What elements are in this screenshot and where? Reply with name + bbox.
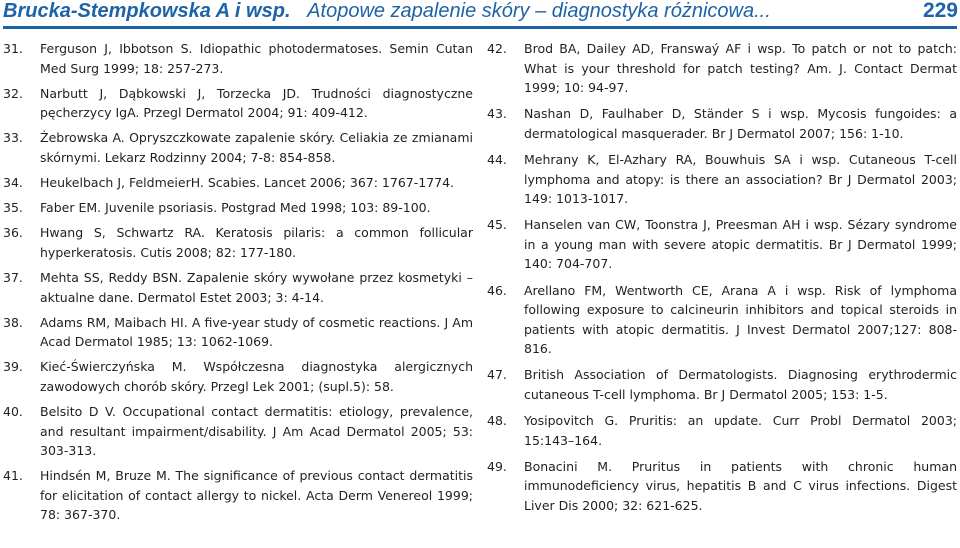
reference-text: Hindsén M, Bruze M. The significance of previous contact dermatitis for elicitation of contact allergy to nickel. Acta Derm Venereol 1999; 78: 367-370. xyxy=(40,468,473,523)
reference-number: 37. xyxy=(3,269,23,285)
reference-number: 36. xyxy=(3,225,23,241)
reference-item xyxy=(3,173,473,193)
running-header xyxy=(3,0,960,28)
reference-number: 44. xyxy=(487,151,507,167)
reference-text: Mehta SS, Reddy BSN. Zapalenie skóry wywołane przez kosmetyki – aktualne dane. Dermatol Estet 2003; 3: 4-14. xyxy=(40,269,473,305)
reference-number: 42. xyxy=(487,41,507,56)
reference-item xyxy=(3,466,473,525)
reference-number: 35. xyxy=(3,200,23,216)
reference-text: Żebrowska A. Opryszczkowate zapalenie skóry. Celiakia ze zmianami skórnymi. Lekarz Rodzinny 2004; 7-8: 854-858. xyxy=(40,130,473,165)
reference-item xyxy=(487,104,957,143)
reference-text: Adams RM, Maibach HI. A five-year study of cosmetic reactions. J Am Acad Dermatol 1985; 13: 1062-1069. xyxy=(40,314,473,350)
reference-text: Belsito D V. Occupational contact dermatitis: etiology, prevalence, and resultant impairment/disability. J Am Acad Dermatol 2005; 53: 303-313. xyxy=(40,404,473,459)
running-title xyxy=(3,0,771,22)
reference-text: Bonacini M. Pruritus in patients with chronic human immunodeficiency virus, hepatitis B and C virus infections. Digest Liver Dis 2000; 32: 621-625. xyxy=(524,458,957,513)
reference-text: Ferguson J, Ibbotson S. Idiopathic photodermatoses. Semin Cutan Med Surg 1999; 18: 257-273. xyxy=(40,41,473,76)
reference-text: Mehrany K, El-Azhary RA, Bouwhuis SA i wsp. Cutaneous T-cell lymphoma and atopy: is there an association? Br J Dermatol 2003; 149: 1013-1017. xyxy=(524,151,957,207)
reference-item xyxy=(3,128,473,167)
reference-item xyxy=(487,215,957,274)
reference-number: 40. xyxy=(3,404,23,419)
reference-number: 33. xyxy=(3,130,23,146)
reference-text: Hanselen van CW, Toonstra J, Preesman AH i wsp. Sézary syndrome in a young man with severe atopic dermatitis. Br J Dermatol 1999; 140: 704-707. xyxy=(524,217,957,272)
reference-item xyxy=(487,39,957,98)
page-number: 229 xyxy=(922,0,958,22)
reference-item xyxy=(487,281,957,359)
reference-text: Hwang S, Schwartz RA. Keratosis pilaris: a common follicular hyperkeratosis. Cutis 2008; 82: 177-180. xyxy=(40,225,473,260)
reference-item xyxy=(3,313,473,352)
reference-text: Faber EM. Juvenile psoriasis. Postgrad Med 1998; 103: 89-100. xyxy=(40,200,431,216)
reference-item xyxy=(3,402,473,461)
references-right-column xyxy=(487,39,957,522)
reference-item xyxy=(3,198,473,218)
reference-number: 38. xyxy=(3,314,23,330)
reference-item xyxy=(487,150,957,209)
reference-text: Yosipovitch G. Pruritis: an update. Curr Probl Dermatol 2003; 15:143–164. xyxy=(524,413,957,448)
reference-number: 41. xyxy=(3,468,23,484)
reference-item xyxy=(3,268,473,307)
reference-number: 31. xyxy=(3,41,23,56)
reference-number: 45. xyxy=(487,217,507,233)
reference-text: Kieć-Świerczyńska M. Współczesna diagnostyka alergicznych zawodowych chorób skóry. Przegl Lek 2001; (supl.5): 58. xyxy=(40,359,473,394)
reference-item xyxy=(3,223,473,262)
reference-item xyxy=(3,357,473,396)
reference-item xyxy=(487,457,957,516)
header-authors: Brucka-Stempkowska A i wsp. xyxy=(3,0,291,22)
reference-text: British Association of Dermatologists. Diagnosing erythrodermic cutaneous T-cell lymphoma. Br J Dermatol 2005; 153: 1-5. xyxy=(524,367,957,402)
reference-number: 34. xyxy=(3,175,23,191)
header-rule xyxy=(3,26,957,29)
reference-number: 46. xyxy=(487,282,507,298)
references-left-column xyxy=(3,39,473,531)
reference-item xyxy=(487,411,957,450)
reference-item xyxy=(487,365,957,404)
reference-text: Brod BA, Dailey AD, Franswaý AF i wsp. To patch or not to patch: What is your threshold for patch testing? Am. J. Contact Dermat 1999; 10: 94-97. xyxy=(524,41,957,96)
header-article-title: Atopowe zapalenie skóry – diagnostyka różnicowa... xyxy=(307,0,771,22)
reference-text: Arellano FM, Wentworth CE, Arana A i wsp. Risk of lymphoma following exposure to calcineurin inhibitors and topical steroids in patients with atopic dermatitis. J Invest Dermatol 2007;127: 808-816. xyxy=(524,282,957,357)
reference-text: Nashan D, Faulhaber D, Ständer S i wsp. Mycosis fungoides: a dermatological masquerader. Br J Dermatol 2007; 156: 1-10. xyxy=(524,106,957,141)
reference-number: 43. xyxy=(487,106,507,122)
reference-number: 49. xyxy=(487,458,507,474)
reference-number: 48. xyxy=(487,413,507,429)
reference-number: 39. xyxy=(3,359,23,375)
reference-number: 32. xyxy=(3,85,23,101)
reference-text: Narbutt J, Dąbkowski J, Torzecka JD. Trudności diagnostyczne pęcherzycy IgA. Przegl Dermatol 2004; 91: 409-412. xyxy=(40,85,473,121)
reference-item xyxy=(3,39,473,78)
reference-item xyxy=(3,84,473,123)
reference-text: Heukelbach J, FeldmeierH. Scabies. Lancet 2006; 367: 1767-1774. xyxy=(40,175,455,191)
reference-number: 47. xyxy=(487,367,507,383)
